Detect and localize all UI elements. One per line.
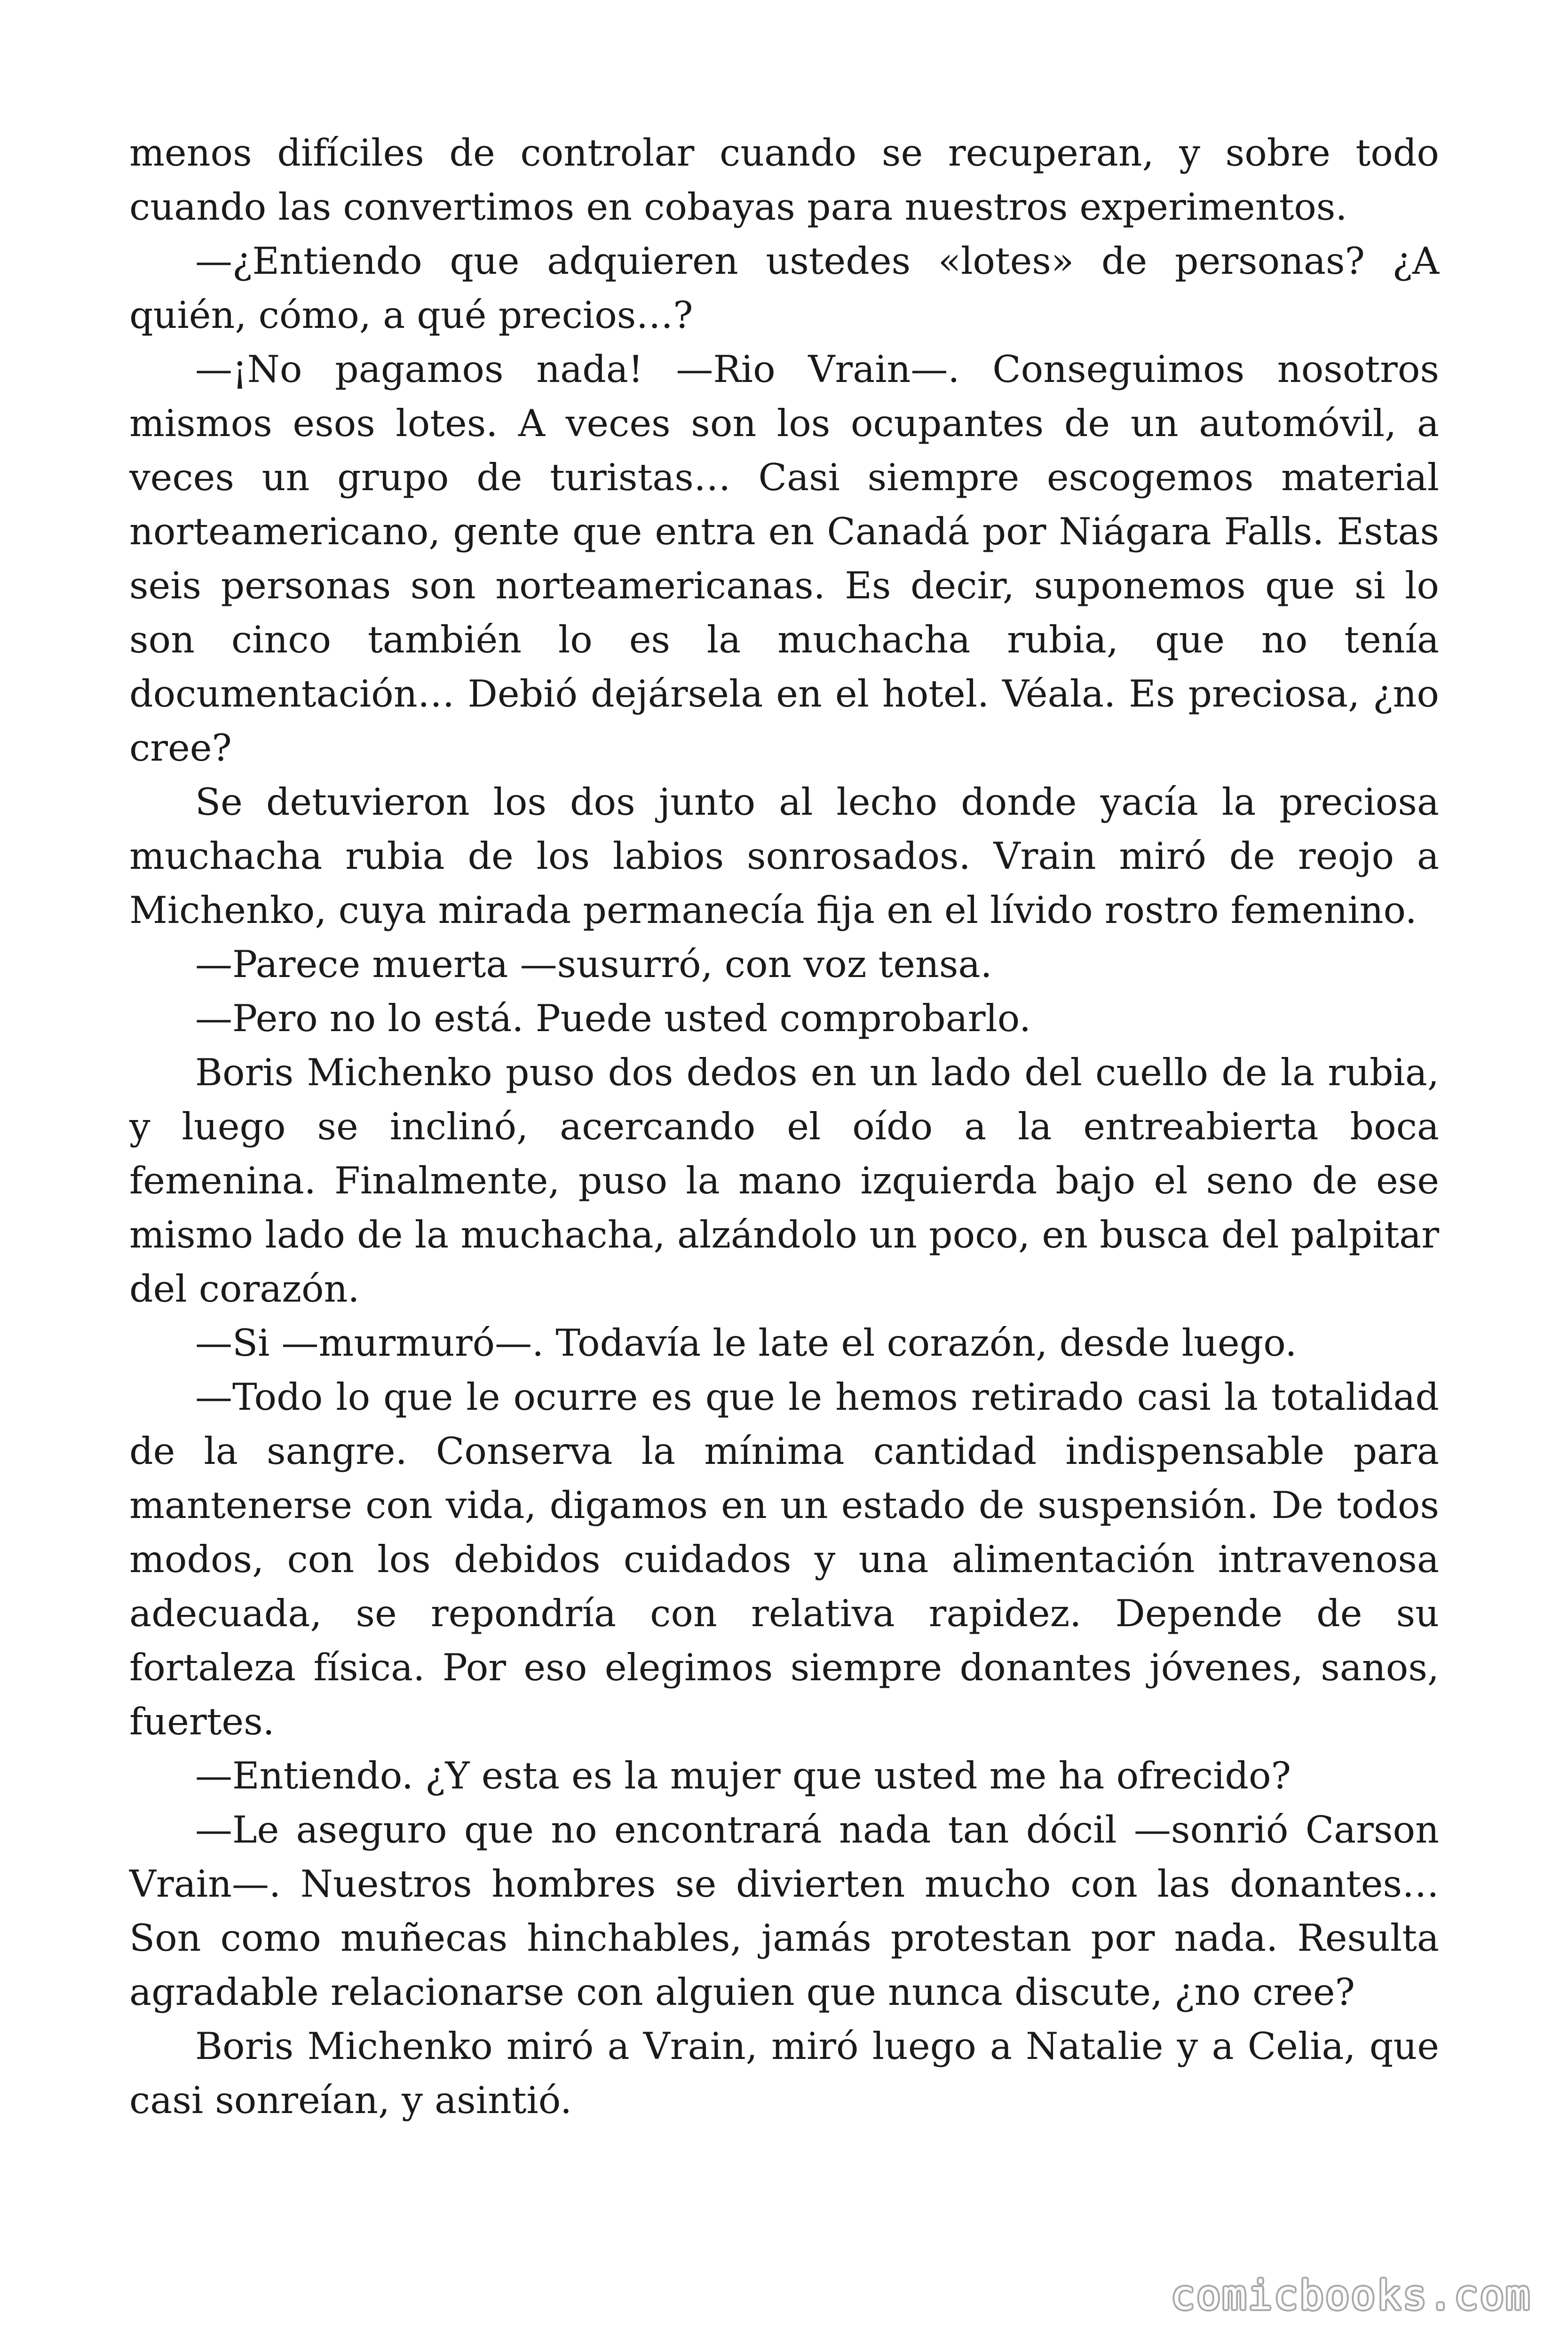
paragraph-6: —Pero no lo está. Puede usted comprobarlo. (195, 997, 1031, 1040)
paragraph-4: Se detuvieron los dos junto al lecho donde yacía la preciosa muchacha rubia de los labios sonrosados. Vrain miró de reojo a Michenko, cuya mirada permanecía fija en el lívido rostro femenino. (129, 780, 1439, 932)
paragraph-11: —Le aseguro que no encontrará nada tan dócil —sonrió Carson Vrain—. Nuestros hombres se divierten mucho con las donantes… Son como muñecas hinchables, jamás protestan por nada. Resulta agradable relacionarse con alguien que nunca discute, ¿no cree? (129, 1808, 1439, 2014)
paragraph-1: menos difíciles de controlar cuando se recuperan, y sobre todo cuando las convertimos en cobayas para nuestros experimentos. (129, 131, 1439, 229)
body-text (129, 126, 1439, 2128)
paragraph-2: —¿Entiendo que adquieren ustedes «lotes» de personas? ¿A quién, cómo, a qué precios…? (129, 239, 1439, 337)
watermark-logo: comicbooks.com (1171, 2272, 1531, 2319)
paragraph-3: —¡No pagamos nada! —Rio Vrain—. Conseguimos nosotros mismos esos lotes. A veces son los ocupantes de un automóvil, a veces un grupo de turistas… Casi siempre escogemos material norteamericano, gente que entra en Canadá por Niágara Falls. Estas seis personas son norteamericanas. Es decir, suponemos que si lo son cinco también lo es la muchacha rubia, que no tenía documentación… Debió dejársela en el hotel. Véala. Es preciosa, ¿no cree? (129, 348, 1439, 770)
paragraph-8: —Si —murmuró—. Todavía le late el corazón, desde luego. (195, 1321, 1297, 1365)
paragraph-5: —Parece muerta —susurró, con voz tensa. (195, 943, 992, 986)
paragraph-12: Boris Michenko miró a Vrain, miró luego a Natalie y a Celia, que casi sonreían, y asintió. (129, 2025, 1439, 2122)
paragraph-9: —Todo lo que le ocurre es que le hemos retirado casi la totalidad de la sangre. Conserva la mínima cantidad indispensable para mantenerse con vida, digamos en un estado de suspensión. De todos modos, con los debidos cuidados y una alimentación intravenosa adecuada, se repondría con relativa rapidez. Depende de su fortaleza física. Por eso elegimos siempre donantes jóvenes, sanos, fuertes. (129, 1375, 1439, 1743)
paragraph-10: —Entiendo. ¿Y esta es la mujer que usted me ha ofrecido? (195, 1754, 1291, 1797)
paragraph-7: Boris Michenko puso dos dedos en un lado del cuello de la rubia, y luego se inclinó, acercando el oído a la entreabierta boca femenina. Finalmente, puso la mano izquierda bajo el seno de ese mismo lado de la muchacha, alzándolo un poco, en busca del palpitar del corazón. (129, 1051, 1439, 1311)
